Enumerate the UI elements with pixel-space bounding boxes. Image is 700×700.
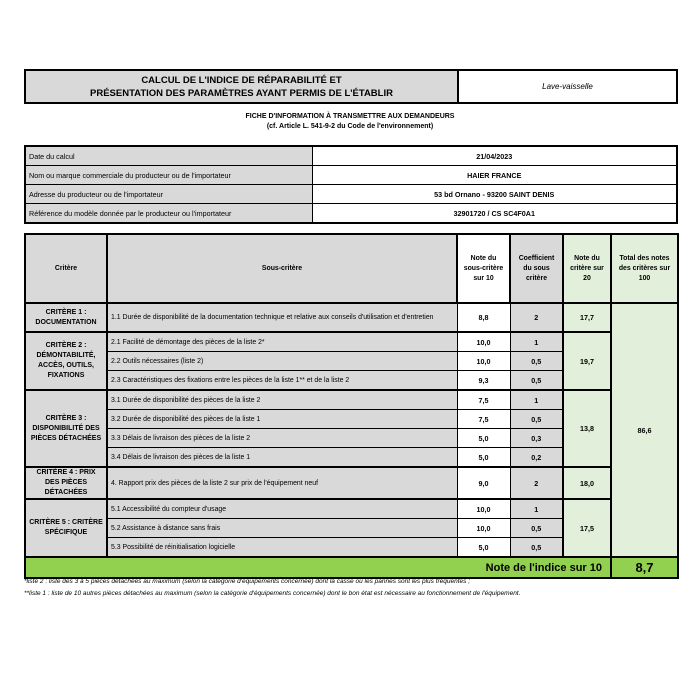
sous-critere-label: 2.1 Facilité de démontage des pièces de la liste 2* — [107, 332, 457, 352]
sous-critere-label: 1.1 Durée de disponibilité de la documentation technique et relative aux conseils d'utilisation et d'entretien — [107, 303, 457, 332]
info-label: Nom ou marque commerciale du producteur ou de l'importateur — [25, 166, 312, 185]
sous-critere-note: 8,8 — [457, 303, 510, 332]
table-row — [25, 332, 678, 352]
critere-5-note: 17,5 — [563, 499, 611, 557]
header-note-critere: Note du critère sur 20 — [563, 234, 611, 303]
info-table — [24, 145, 678, 224]
info-value: HAIER FRANCE — [312, 166, 677, 185]
header-critere: Critère — [25, 234, 107, 303]
header-coefficient: Coefficient du sous critère — [510, 234, 563, 303]
sous-critere-label: 4. Rapport prix des pièces de la liste 2 sur prix de l'équipement neuf — [107, 467, 457, 499]
fiche-heading — [24, 112, 676, 132]
info-label: Référence du modèle donnée par le producteur ou l'importateur — [25, 204, 312, 224]
fiche-line-2: (cf. Article L. 541-9-2 du Code de l'environnement) — [266, 123, 434, 130]
sous-critere-label: 2.3 Caractéristiques des fixations entre les pièces de la liste 1** et de la liste 2 — [107, 371, 457, 391]
sous-critere-note: 10,0 — [457, 332, 510, 352]
sous-critere-coef: 0,5 — [510, 519, 563, 538]
sous-critere-note: 5,0 — [457, 538, 510, 558]
title-line-1: CALCUL DE L'INDICE DE RÉPARABILITÉ ET — [141, 74, 342, 86]
sous-critere-note: 7,5 — [457, 410, 510, 429]
sous-critere-note: 10,0 — [457, 352, 510, 371]
footnote-liste-1: **liste 1 : liste de 10 autres pièces détachées au maximum (selon la catégorie d'équipements concernée) dont le bon état est nécessaire au fonctionnement de l'équipement. — [24, 590, 521, 597]
criteria-table — [24, 233, 679, 579]
fiche-line-1: FICHE D'INFORMATION À TRANSMETTRE AUX DEMANDEURS — [245, 113, 455, 120]
sous-critere-coef: 1 — [510, 332, 563, 352]
critere-2-note: 19,7 — [563, 332, 611, 390]
critere-3-note: 13,8 — [563, 390, 611, 467]
info-label: Date du calcul — [25, 146, 312, 166]
info-row — [25, 204, 677, 224]
sous-critere-label: 3.3 Délais de livraison des pièces de la liste 2 — [107, 429, 457, 448]
header-note-sous-critere: Note du sous-critère sur 10 — [457, 234, 510, 303]
info-value: 21/04/2023 — [312, 146, 677, 166]
sous-critere-note: 7,5 — [457, 390, 510, 410]
header-sous-critere: Sous-critère — [107, 234, 457, 303]
sous-critere-coef: 2 — [510, 303, 563, 332]
critere-3-name: CRITÈRE 3 : DISPONIBILITÉ DES PIÈCES DÉTACHÉES — [25, 390, 107, 467]
info-value: 32901720 / CS SC4F0A1 — [312, 204, 677, 224]
critere-1-name: CRITÈRE 1 : DOCUMENTATION — [25, 303, 107, 332]
sous-critere-coef: 0,5 — [510, 352, 563, 371]
sous-critere-label: 5.2 Assistance à distance sans frais — [107, 519, 457, 538]
info-value: 53 bd Ornano - 93200 SAINT DENIS — [312, 185, 677, 204]
header-total: Total des notes des critères sur 100 — [611, 234, 678, 303]
sous-critere-coef: 1 — [510, 390, 563, 410]
table-row — [25, 467, 678, 499]
footnote-liste-2: *liste 2 : liste des 3 à 5 pièces détachées au maximum (selon la catégorie d'équipements concernée) dont la casse ou les pannes sont les plus fréquentes ; — [24, 578, 471, 585]
sous-critere-note: 5,0 — [457, 429, 510, 448]
final-score-value: 8,7 — [611, 557, 678, 578]
sous-critere-label: 5.1 Accessibilité du compteur d'usage — [107, 499, 457, 519]
header-table — [24, 69, 678, 104]
criteria-header-row — [25, 234, 678, 303]
info-row — [25, 185, 677, 204]
final-score-row — [25, 557, 678, 578]
table-row — [25, 303, 678, 332]
title-line-2: PRÉSENTATION DES PARAMÈTRES AYANT PERMIS DE L'ÉTABLIR — [90, 87, 393, 99]
critere-5-name: CRITÈRE 5 : CRITÈRE SPÉCIFIQUE — [25, 499, 107, 557]
sous-critere-coef: 0,2 — [510, 448, 563, 468]
sous-critere-label: 3.1 Durée de disponibilité des pièces de la liste 2 — [107, 390, 457, 410]
sous-critere-coef: 0,3 — [510, 429, 563, 448]
sous-critere-coef: 0,5 — [510, 371, 563, 391]
sous-critere-coef: 0,5 — [510, 410, 563, 429]
sous-critere-note: 10,0 — [457, 519, 510, 538]
sous-critere-label: 3.4 Délais de livraison des pièces de la liste 1 — [107, 448, 457, 468]
sous-critere-label: 3.2 Durée de disponibilité des pièces de la liste 1 — [107, 410, 457, 429]
info-row — [25, 146, 677, 166]
sous-critere-note: 9,3 — [457, 371, 510, 391]
sous-critere-note: 10,0 — [457, 499, 510, 519]
sous-critere-note: 9,0 — [457, 467, 510, 499]
sous-critere-note: 5,0 — [457, 448, 510, 468]
info-row — [25, 166, 677, 185]
sous-critere-label: 5.3 Possibilité de réinitialisation logicielle — [107, 538, 457, 558]
footnotes — [24, 576, 684, 600]
critere-2-name: CRITÈRE 2 : DÉMONTABILITÉ, ACCÈS, OUTILS, FIXATIONS — [25, 332, 107, 390]
critere-1-note: 17,7 — [563, 303, 611, 332]
sous-critere-label: 2.2 Outils nécessaires (liste 2) — [107, 352, 457, 371]
critere-4-note: 18,0 — [563, 467, 611, 499]
critere-4-name: CRITÈRE 4 : PRIX DES PIÈCES DÉTACHÉES — [25, 467, 107, 499]
table-row — [25, 390, 678, 410]
sous-critere-coef: 1 — [510, 499, 563, 519]
document-title — [25, 70, 458, 103]
sous-critere-coef: 0,5 — [510, 538, 563, 558]
table-row — [25, 499, 678, 519]
sous-critere-coef: 2 — [510, 467, 563, 499]
total-notes: 86,6 — [611, 303, 678, 557]
product-type: Lave-vaisselle — [458, 70, 677, 103]
info-label: Adresse du producteur ou de l'importateur — [25, 185, 312, 204]
final-score-label: Note de l'indice sur 10 — [25, 557, 611, 578]
